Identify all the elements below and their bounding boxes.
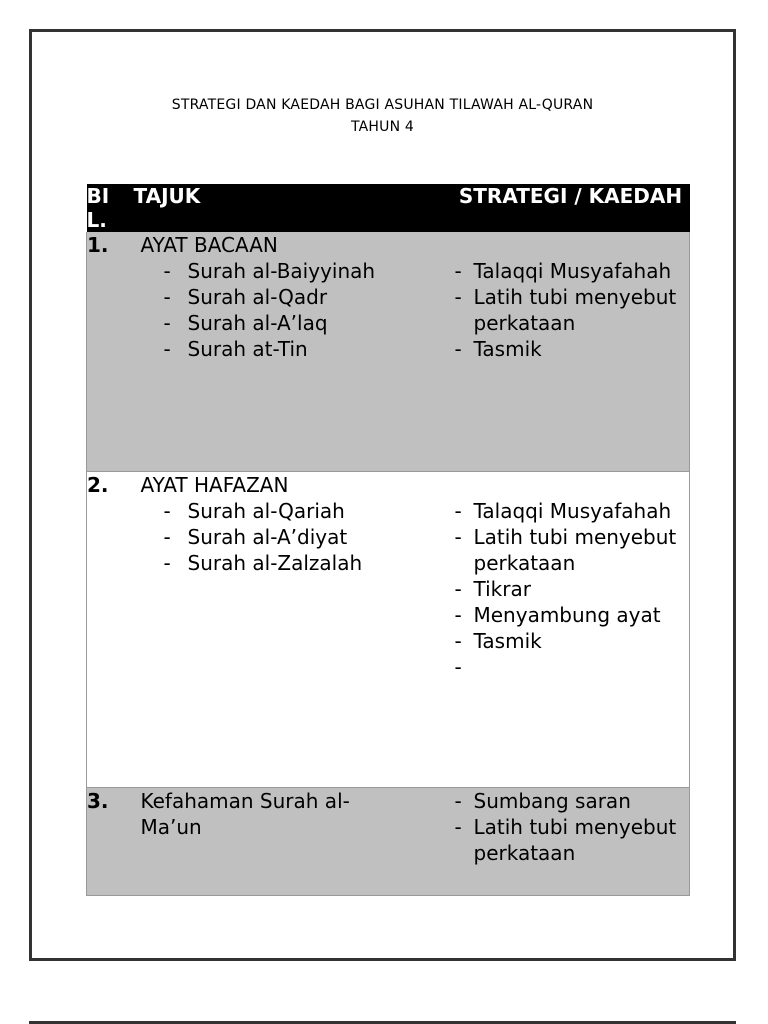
list-item: - Latih tubi menyebut perkataan <box>452 284 690 336</box>
table-header-row <box>87 184 690 232</box>
title-line-1: STRATEGI DAN KAEDAH BAGI ASUHAN TILAWAH AL-QURAN <box>171 97 594 113</box>
topic-cell <box>134 232 452 471</box>
table-row <box>87 787 690 895</box>
strategy-list <box>452 788 690 866</box>
list-item: - Surah at-Tin <box>134 336 452 362</box>
title-line-2: TAHUN 4 <box>350 119 415 135</box>
list-item: - Latih tubi menyebut perkataan <box>452 524 690 576</box>
table-row <box>87 232 690 471</box>
list-item: - Surah al-A’laq <box>134 310 452 336</box>
document-title <box>32 94 733 138</box>
header-tajuk: TAJUK <box>134 184 452 232</box>
topic-title: Kefahaman Surah al-Ma’un <box>140 788 350 839</box>
list-item: - Surah al-Qariah <box>134 498 452 524</box>
topic-cell <box>134 787 452 895</box>
list-item: - Surah al-Zalzalah <box>134 550 452 576</box>
row-number: 3. <box>87 787 134 895</box>
topic-title: AYAT HAFAZAN <box>140 472 289 497</box>
list-item: - Tasmik <box>452 628 690 654</box>
strategy-cell <box>452 787 690 895</box>
topic-cell <box>134 471 452 787</box>
list-item <box>452 654 690 680</box>
list-item: - Menyambung ayat <box>452 602 690 628</box>
list-item: - Surah al-A’diyat <box>134 524 452 550</box>
header-strategi: STRATEGI / KAEDAH <box>452 184 690 232</box>
list-item: - Talaqqi Musyafahah <box>452 498 690 524</box>
list-item: - Surah al-Qadr <box>134 284 452 310</box>
strategy-cell <box>452 471 690 787</box>
list-item: - Sumbang saran <box>452 788 690 814</box>
page-frame <box>29 29 736 961</box>
list-item: - Latih tubi menyebut perkataan <box>452 814 690 866</box>
strategy-list <box>452 498 690 680</box>
surah-list <box>134 498 452 576</box>
surah-list <box>134 258 452 362</box>
spacer <box>452 472 690 498</box>
list-item: - Surah al-Baiyyinah <box>134 258 452 284</box>
list-item: - Talaqqi Musyafahah <box>452 258 690 284</box>
list-item: - Tasmik <box>452 336 690 362</box>
list-item: - Tikrar <box>452 576 690 602</box>
row-number: 2. <box>87 471 134 787</box>
strategy-list <box>452 258 690 362</box>
header-bil: BI L. <box>87 184 134 232</box>
row-number: 1. <box>87 232 134 471</box>
strategy-table <box>86 184 690 896</box>
spacer <box>452 232 690 258</box>
topic-title: AYAT BACAAN <box>140 233 278 257</box>
strategy-cell <box>452 232 690 471</box>
table-row <box>87 471 690 787</box>
